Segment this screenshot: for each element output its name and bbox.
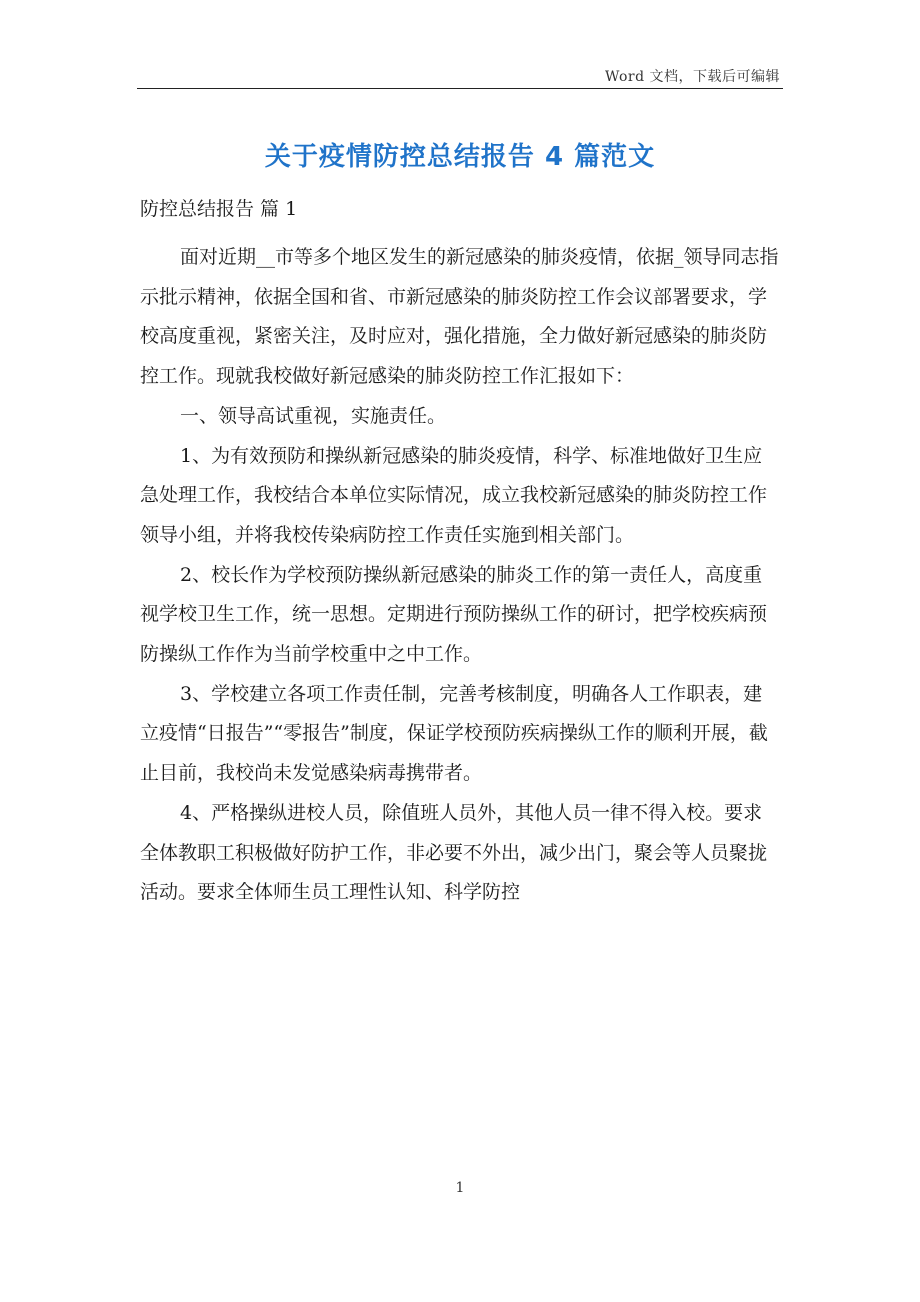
paragraph-subheading-1: 一、领导高试重视，实施责任。 (180, 404, 447, 427)
paragraph-item-4: 4、严格操纵进校人员，除值班人员外，其他人员一律不得入校。要求全体教职工积极做好防护工作，非必要不外出，减少出门，聚会等人员聚拢活动。要求全体师生员工理性认知、科学防控 (140, 801, 768, 904)
paragraph-item-2: 2、校长作为学校预防操纵新冠感染的肺炎工作的第一责任人，高度重视学校卫生工作，统一思想。定期进行预防操纵工作的研讨，把学校疾病预防操纵工作作为当前学校重中之中工作。 (140, 563, 768, 666)
paragraph-intro: 面对近期__市等多个地区发生的新冠感染的肺炎疫情，依据_领导同志指示批示精神，依据全国和省、市新冠感染的肺炎防控工作会议部署要求，学校高度重视，紧密关注，及时应对，强化措施，全力做好新冠感染的肺炎防控工作。现就我校做好新冠感染的肺炎防控工作汇报如下： (140, 246, 779, 388)
header-divider (137, 88, 783, 89)
page-number: 1 (455, 1180, 465, 1196)
paragraph-item-1: 1、为有效预防和操纵新冠感染的肺炎疫情，科学、标准地做好卫生应急处理工作，我校结合本单位实际情况，成立我校新冠感染的肺炎防控工作领导小组，并将我校传染病防控工作责任实施到相关部门。 (140, 444, 768, 546)
header-note: Word 文档，下载后可编辑 (605, 69, 780, 85)
document-body (140, 238, 780, 913)
document-title: 关于疫情防控总结报告 4 篇范文 (264, 142, 656, 172)
section-heading: 防控总结报告 篇 1 (140, 198, 298, 220)
paragraph-item-3: 3、学校建立各项工作责任制，完善考核制度，明确各人工作职表，建立疫情“日报告”“零报告”制度，保证学校预防疾病操纵工作的顺利开展，截止目前，我校尚未发觉感染病毒携带者。 (140, 682, 768, 785)
